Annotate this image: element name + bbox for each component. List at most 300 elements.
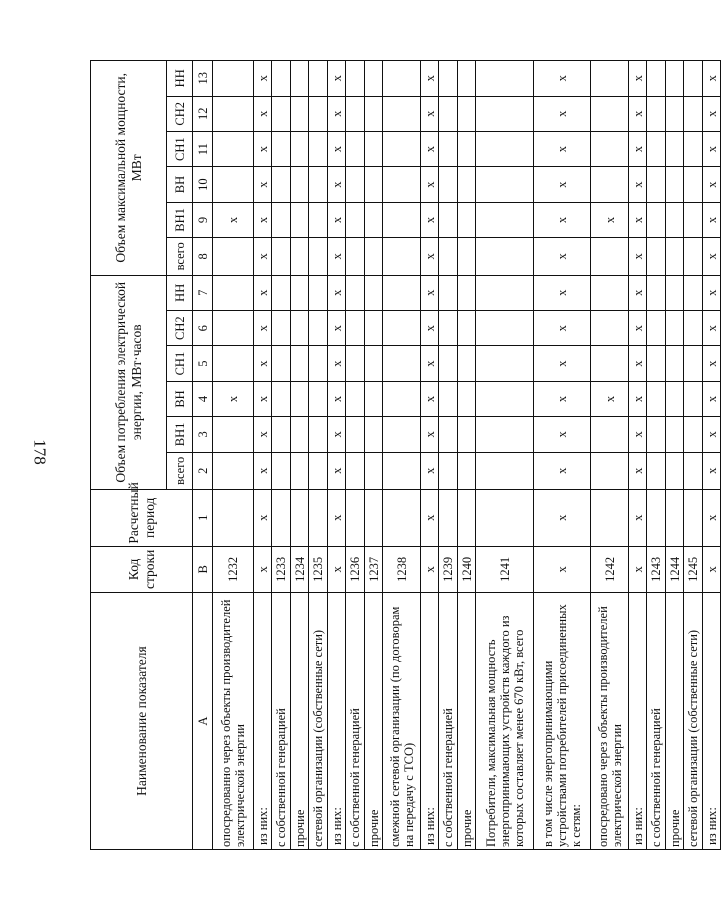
value-cell [213, 167, 254, 202]
value-cell: х [534, 61, 591, 97]
value-cell [458, 381, 476, 416]
value-cell [291, 238, 309, 275]
value-cell: х [534, 96, 591, 131]
value-cell [272, 452, 291, 489]
value-cell: х [328, 417, 346, 452]
row-code: 1243 [647, 546, 666, 593]
value-cell [684, 238, 703, 275]
table-row [684, 61, 703, 850]
table-row [213, 61, 254, 850]
value-cell [309, 61, 328, 97]
value-cell [476, 275, 534, 310]
value-cell [309, 381, 328, 416]
value-cell: х [534, 275, 591, 310]
value-cell: х [421, 452, 439, 489]
value-cell [647, 167, 666, 202]
value-cell [684, 381, 703, 416]
value-cell [272, 61, 291, 97]
value-cell [458, 96, 476, 131]
value-cell: х [213, 381, 254, 416]
value-cell [439, 275, 458, 310]
value-cell [291, 275, 309, 310]
value-cell: х [328, 61, 346, 97]
value-cell [365, 381, 383, 416]
value-cell [591, 489, 629, 546]
value-cell: х [534, 346, 591, 381]
indicator-name: прочие [458, 593, 476, 850]
table-row [254, 61, 272, 850]
subheader-cell: ВН [167, 381, 193, 416]
value-cell [591, 61, 629, 97]
value-cell [591, 346, 629, 381]
value-cell [383, 381, 421, 416]
value-cell [365, 167, 383, 202]
row-code: х [328, 546, 346, 593]
row-code: 1245 [684, 546, 703, 593]
value-cell [476, 238, 534, 275]
value-cell [666, 202, 684, 237]
table-row [666, 61, 684, 850]
value-cell: х [328, 96, 346, 131]
value-cell [365, 131, 383, 166]
value-cell: х [703, 417, 721, 452]
value-cell [647, 489, 666, 546]
value-cell: х [703, 96, 721, 131]
value-cell [309, 417, 328, 452]
subheader-cell: всего [167, 452, 193, 489]
value-cell [647, 96, 666, 131]
value-cell: х [629, 167, 647, 202]
value-cell: х [534, 311, 591, 346]
value-cell [476, 346, 534, 381]
value-cell: х [629, 417, 647, 452]
value-cell [458, 131, 476, 166]
value-cell [591, 131, 629, 166]
subheader-cell: НН [167, 275, 193, 310]
value-cell: х [421, 238, 439, 275]
header-period: Расчетный период [91, 489, 193, 546]
value-cell [647, 202, 666, 237]
value-cell: х [254, 238, 272, 275]
subheader-cell: ВН1 [167, 417, 193, 452]
value-cell: х [328, 381, 346, 416]
value-cell: х [534, 489, 591, 546]
value-cell [365, 417, 383, 452]
value-cell [647, 417, 666, 452]
value-cell: х [254, 275, 272, 310]
value-cell [476, 96, 534, 131]
value-cell: х [703, 381, 721, 416]
row-code: х [629, 546, 647, 593]
value-cell [272, 238, 291, 275]
value-cell [213, 489, 254, 546]
row-code: 1233 [272, 546, 291, 593]
value-cell [666, 417, 684, 452]
value-cell: х [703, 61, 721, 97]
table-row [647, 61, 666, 850]
value-cell [666, 238, 684, 275]
column-number-cell: 12 [193, 96, 213, 131]
column-number-cell: 3 [193, 417, 213, 452]
indicator-name: с собственной генерацией [439, 593, 458, 850]
indicator-name: из них: [421, 593, 439, 850]
value-cell [458, 417, 476, 452]
value-cell [383, 417, 421, 452]
value-cell [309, 131, 328, 166]
value-cell [666, 452, 684, 489]
value-cell [346, 452, 365, 489]
value-cell: х [703, 131, 721, 166]
value-cell [591, 417, 629, 452]
row-code: 1237 [365, 546, 383, 593]
value-cell [476, 381, 534, 416]
value-cell: х [421, 489, 439, 546]
value-cell [213, 417, 254, 452]
value-cell: х [254, 96, 272, 131]
value-cell [291, 381, 309, 416]
value-cell [476, 167, 534, 202]
subheader-cell: НН [167, 61, 193, 97]
value-cell [439, 346, 458, 381]
column-number-cell: 10 [193, 167, 213, 202]
value-cell [684, 346, 703, 381]
row-code: 1240 [458, 546, 476, 593]
value-cell: х [421, 346, 439, 381]
indicator-table [90, 60, 721, 850]
value-cell [365, 452, 383, 489]
value-cell [291, 131, 309, 166]
value-cell: х [534, 381, 591, 416]
value-cell [684, 202, 703, 237]
indicator-name: из них: [328, 593, 346, 850]
column-number-cell: 11 [193, 131, 213, 166]
indicator-name: опосредовано через объекты производителей электрической энергии [591, 593, 629, 850]
value-cell [309, 238, 328, 275]
value-cell [439, 417, 458, 452]
row-code: 1238 [383, 546, 421, 593]
value-cell [365, 238, 383, 275]
value-cell [346, 417, 365, 452]
value-cell [476, 61, 534, 97]
value-cell: х [534, 131, 591, 166]
column-number-cell: В [193, 546, 213, 593]
value-cell [458, 202, 476, 237]
subheader-cell: СН1 [167, 346, 193, 381]
value-cell [213, 311, 254, 346]
value-cell: х [703, 452, 721, 489]
value-cell [272, 346, 291, 381]
table-row [383, 61, 421, 850]
value-cell [272, 381, 291, 416]
value-cell [647, 275, 666, 310]
value-cell [439, 381, 458, 416]
indicator-name: опосредованно через объекты производителей электрической энергии [213, 593, 254, 850]
value-cell [213, 131, 254, 166]
table-row [439, 61, 458, 850]
table-frame [90, 60, 719, 850]
value-cell: х [703, 489, 721, 546]
value-cell: х [629, 381, 647, 416]
value-cell [291, 167, 309, 202]
value-cell [684, 452, 703, 489]
value-cell [458, 167, 476, 202]
value-cell: х [254, 311, 272, 346]
value-cell [383, 489, 421, 546]
value-cell [591, 167, 629, 202]
value-cell: х [421, 131, 439, 166]
value-cell [309, 202, 328, 237]
value-cell: х [534, 167, 591, 202]
value-cell [365, 489, 383, 546]
value-cell [272, 131, 291, 166]
indicator-name: из них: [254, 593, 272, 850]
value-cell [439, 131, 458, 166]
value-cell [666, 381, 684, 416]
value-cell [309, 167, 328, 202]
table-row [365, 61, 383, 850]
value-cell [666, 489, 684, 546]
value-cell [365, 275, 383, 310]
value-cell [647, 311, 666, 346]
value-cell [309, 346, 328, 381]
column-number-cell: 8 [193, 238, 213, 275]
header-power: Объем максимальной мощности, МВт [91, 61, 167, 276]
value-cell [346, 275, 365, 310]
value-cell: х [254, 202, 272, 237]
row-code: 1244 [666, 546, 684, 593]
value-cell [383, 346, 421, 381]
value-cell [458, 238, 476, 275]
value-cell [647, 381, 666, 416]
value-cell [291, 489, 309, 546]
header-name: Наименование показателя [91, 593, 193, 850]
value-cell: х [629, 489, 647, 546]
value-cell [272, 489, 291, 546]
row-code: 1239 [439, 546, 458, 593]
value-cell [666, 131, 684, 166]
value-cell [309, 489, 328, 546]
table-row [458, 61, 476, 850]
value-cell [666, 167, 684, 202]
value-cell [684, 96, 703, 131]
value-cell [365, 61, 383, 97]
value-cell: х [629, 202, 647, 237]
value-cell [684, 131, 703, 166]
value-cell: х [328, 346, 346, 381]
value-cell [309, 452, 328, 489]
value-cell [383, 96, 421, 131]
value-cell: х [254, 452, 272, 489]
value-cell [309, 96, 328, 131]
column-number-cell: 9 [193, 202, 213, 237]
value-cell [684, 311, 703, 346]
value-cell: х [421, 275, 439, 310]
indicator-name: прочие [666, 593, 684, 850]
column-number-cell: А [193, 593, 213, 850]
value-cell: х [328, 238, 346, 275]
value-cell [684, 275, 703, 310]
value-cell: х [629, 61, 647, 97]
indicator-name: из них: [703, 593, 721, 850]
value-cell [291, 417, 309, 452]
column-number-cell: 6 [193, 311, 213, 346]
row-code: 1236 [346, 546, 365, 593]
value-cell [458, 452, 476, 489]
value-cell: х [703, 346, 721, 381]
value-cell [684, 417, 703, 452]
column-number-cell: 13 [193, 61, 213, 97]
value-cell: х [591, 381, 629, 416]
subheader-cell: ВН1 [167, 202, 193, 237]
table-row [291, 61, 309, 850]
row-code: 1234 [291, 546, 309, 593]
value-cell [684, 489, 703, 546]
value-cell: х [703, 238, 721, 275]
value-cell: х [534, 417, 591, 452]
value-cell [647, 131, 666, 166]
indicator-name: Потребители, максимальная мощность энергопринимающих устройств каждого из которых составляет менее 670 кВт, всего [476, 593, 534, 850]
value-cell [213, 275, 254, 310]
value-cell [346, 489, 365, 546]
value-cell [346, 167, 365, 202]
value-cell [346, 61, 365, 97]
value-cell [213, 238, 254, 275]
value-cell: х [629, 96, 647, 131]
value-cell: х [703, 275, 721, 310]
column-number-cell: 7 [193, 275, 213, 310]
value-cell [346, 346, 365, 381]
value-cell [666, 311, 684, 346]
value-cell [591, 96, 629, 131]
column-number-cell: 1 [193, 489, 213, 546]
value-cell [439, 311, 458, 346]
table-row [328, 61, 346, 850]
value-cell [439, 489, 458, 546]
value-cell [591, 311, 629, 346]
value-cell [213, 96, 254, 131]
value-cell [291, 311, 309, 346]
row-code: 1235 [309, 546, 328, 593]
value-cell: х [254, 131, 272, 166]
value-cell [291, 96, 309, 131]
table-row [309, 61, 328, 850]
subheader-cell: ВН [167, 167, 193, 202]
column-number-cell: 5 [193, 346, 213, 381]
page-number: 178 [30, 439, 50, 465]
value-cell [272, 167, 291, 202]
value-cell [476, 131, 534, 166]
value-cell [439, 202, 458, 237]
value-cell [365, 202, 383, 237]
value-cell [458, 311, 476, 346]
value-cell: х [328, 489, 346, 546]
value-cell [684, 167, 703, 202]
value-cell [439, 452, 458, 489]
value-cell [439, 238, 458, 275]
value-cell: х [421, 96, 439, 131]
value-cell [476, 452, 534, 489]
value-cell [666, 96, 684, 131]
value-cell [346, 202, 365, 237]
value-cell: х [328, 167, 346, 202]
indicator-name: в том числе энергопринимающими устройствами потребителей присоединенных к сетям: [534, 593, 591, 850]
value-cell [458, 489, 476, 546]
value-cell [476, 202, 534, 237]
value-cell [439, 167, 458, 202]
table-row [421, 61, 439, 850]
value-cell: х [421, 167, 439, 202]
indicator-name: из них: [629, 593, 647, 850]
value-cell: х [421, 381, 439, 416]
value-cell [647, 61, 666, 97]
value-cell [346, 238, 365, 275]
value-cell: х [421, 311, 439, 346]
value-cell [476, 311, 534, 346]
value-cell [383, 131, 421, 166]
table-row [272, 61, 291, 850]
value-cell [272, 202, 291, 237]
value-cell [458, 61, 476, 97]
value-cell [213, 61, 254, 97]
value-cell [213, 452, 254, 489]
value-cell [291, 202, 309, 237]
table-row [703, 61, 721, 850]
value-cell [346, 96, 365, 131]
value-cell [647, 452, 666, 489]
value-cell: х [254, 381, 272, 416]
value-cell [383, 275, 421, 310]
value-cell: х [703, 311, 721, 346]
value-cell [365, 96, 383, 131]
table-rotated [90, 60, 719, 850]
value-cell: х [703, 202, 721, 237]
value-cell [647, 238, 666, 275]
value-cell: х [534, 452, 591, 489]
table-row [476, 61, 534, 850]
header-code: Код строки [91, 546, 193, 593]
row-code: х [421, 546, 439, 593]
value-cell [591, 275, 629, 310]
value-cell: х [703, 167, 721, 202]
value-cell [291, 346, 309, 381]
value-cell: х [421, 61, 439, 97]
value-cell [272, 275, 291, 310]
value-cell [591, 452, 629, 489]
value-cell [291, 452, 309, 489]
value-cell [458, 275, 476, 310]
indicator-name: с собственной генерацией [272, 593, 291, 850]
value-cell: х [328, 202, 346, 237]
value-cell: х [328, 131, 346, 166]
value-cell: х [591, 202, 629, 237]
indicator-name: смежной сетевой организации (по договорам на передачу с ТСО) [383, 593, 421, 850]
indicator-name: с собственной генерацией [647, 593, 666, 850]
table-row [591, 61, 629, 850]
value-cell [213, 346, 254, 381]
value-cell: х [421, 417, 439, 452]
indicator-name: прочие [365, 593, 383, 850]
value-cell: х [254, 167, 272, 202]
value-cell [647, 346, 666, 381]
value-cell: х [534, 202, 591, 237]
value-cell [383, 452, 421, 489]
indicator-name: с собственной генерацией [346, 593, 365, 850]
value-cell [291, 61, 309, 97]
value-cell [666, 346, 684, 381]
table-row [534, 61, 591, 850]
value-cell: х [629, 311, 647, 346]
row-code: 1241 [476, 546, 534, 593]
